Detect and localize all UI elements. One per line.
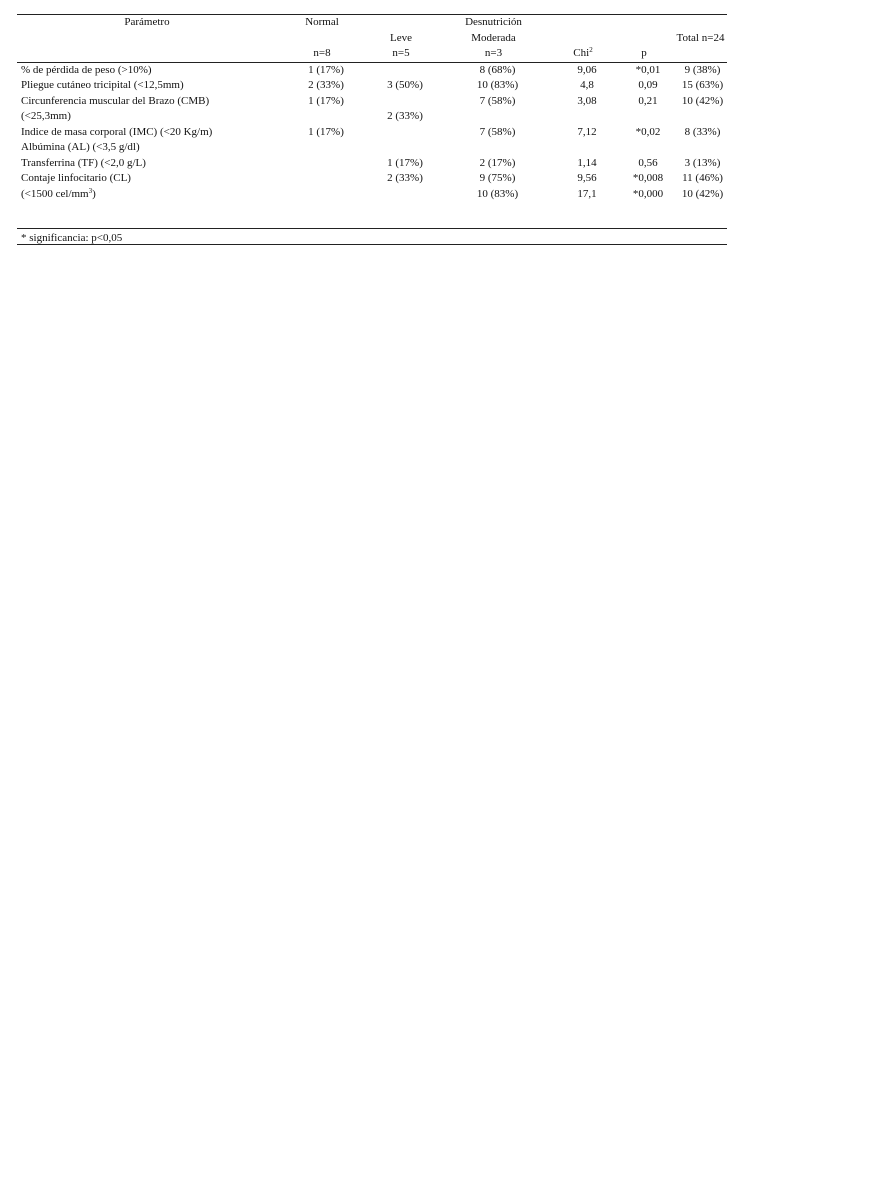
row-leve: 3 (50%)	[387, 79, 423, 91]
row-leve	[371, 94, 439, 110]
table-row	[17, 125, 727, 141]
header-chi	[552, 46, 614, 62]
row-leve: 1 (17%)	[387, 156, 423, 169]
row-param-text: (<1500 cel/mm	[21, 187, 89, 200]
row-chi: 9,06	[577, 63, 597, 76]
row-p: *0,008	[632, 172, 664, 184]
row-param-suffix: )	[92, 187, 96, 200]
row-param: Transferrina (TF) (<2,0 g/L)	[21, 156, 146, 169]
row-param	[17, 187, 281, 203]
row-normal	[281, 171, 371, 187]
row-param: Albúmina (AL) (<3,5 g/dl)	[21, 141, 140, 153]
row-leve: 2 (33%)	[387, 172, 423, 184]
row-param: (<25,3mm)	[21, 110, 71, 122]
table-row	[17, 109, 727, 125]
row-moderada: 9 (75%)	[479, 172, 516, 184]
row-param: Pliegue cutáneo tricipital (<12,5mm)	[21, 79, 184, 91]
row-total: 10 (42%)	[681, 94, 724, 107]
row-moderada: 7 (58%)	[479, 94, 516, 107]
table-row	[17, 171, 727, 187]
results-table	[17, 14, 727, 245]
row-leve	[371, 140, 439, 156]
row-chi: 3,08	[577, 94, 597, 107]
header-parametro: Parámetro	[124, 16, 170, 28]
row-moderada: 7 (58%)	[479, 125, 516, 138]
row-p: *0,02	[635, 125, 661, 138]
bottom-rule	[17, 244, 727, 245]
header-leve: Leve	[390, 31, 412, 44]
header-desnutricion: Desnutrición	[465, 16, 522, 28]
row-chi: 1,14	[577, 156, 597, 169]
row-total	[678, 140, 727, 156]
row-chi: 9,56	[577, 172, 597, 184]
header-moderada: Moderada	[471, 31, 516, 44]
row-p: 0,09	[638, 79, 658, 91]
row-p: *0,01	[635, 63, 661, 76]
table-row	[17, 187, 727, 203]
row-total: 10 (42%)	[681, 187, 724, 200]
row-chi: 17,1	[577, 187, 597, 200]
header-normal: Normal	[305, 16, 339, 28]
row-normal: 2 (33%)	[308, 79, 344, 91]
row-p: 0,21	[638, 94, 658, 107]
row-total: 11 (46%)	[682, 172, 723, 184]
row-normal	[281, 187, 371, 203]
row-moderada: 2 (17%)	[479, 156, 516, 169]
table-row	[17, 94, 727, 110]
row-param: % de pérdida de peso (>10%)	[21, 63, 152, 76]
row-total: 15 (63%)	[681, 79, 724, 91]
row-normal	[281, 156, 371, 172]
row-p	[618, 109, 678, 125]
row-normal: 1 (17%)	[308, 125, 344, 138]
header-n-leve: n=5	[392, 47, 410, 59]
row-param: Contaje linfocitario (CL)	[21, 172, 131, 184]
header-chi-superscript: 2	[589, 46, 593, 54]
header-p: p	[641, 47, 647, 59]
row-total	[678, 109, 727, 125]
row-leve	[371, 63, 439, 79]
row-moderada	[439, 140, 556, 156]
row-normal	[281, 140, 371, 156]
row-chi	[556, 140, 618, 156]
row-total: 3 (13%)	[684, 156, 721, 169]
row-chi: 7,12	[577, 125, 597, 138]
header-chi-label: Chi	[573, 47, 590, 59]
table-row	[17, 63, 727, 79]
row-total: 9 (38%)	[684, 63, 721, 76]
table-row	[17, 140, 727, 156]
row-p	[618, 140, 678, 156]
row-p: 0,56	[638, 156, 658, 169]
header-n-moderada: n=3	[484, 47, 503, 59]
row-leve	[371, 187, 439, 203]
row-normal: 1 (17%)	[308, 94, 344, 107]
row-p: *0,000	[632, 187, 664, 200]
row-moderada	[439, 109, 556, 125]
header-total: Total n=24	[676, 31, 725, 44]
row-moderada: 8 (68%)	[479, 63, 516, 76]
row-moderada: 10 (83%)	[476, 187, 519, 200]
row-normal: 1 (17%)	[308, 63, 344, 76]
row-param-superscript: 3	[88, 186, 93, 195]
table-header	[17, 15, 727, 62]
row-chi	[556, 109, 618, 125]
table-body	[17, 63, 727, 229]
table-body-rows	[17, 63, 727, 187]
row-leve	[371, 125, 439, 141]
row-param: Indice de masa corporal (IMC) (<20 Kg/m)	[21, 125, 213, 138]
row-chi: 4,8	[580, 79, 594, 91]
table-row	[17, 156, 727, 172]
footnote: * significancia: p<0,05	[21, 232, 123, 244]
table-row	[17, 78, 727, 94]
row-param: Circunferencia muscular del Brazo (CMB)	[21, 94, 210, 107]
row-total: 8 (33%)	[684, 125, 721, 138]
row-moderada: 10 (83%)	[476, 79, 519, 91]
row-leve: 2 (33%)	[387, 110, 423, 122]
row-normal	[281, 109, 371, 125]
header-n-normal: n=8	[313, 47, 331, 59]
